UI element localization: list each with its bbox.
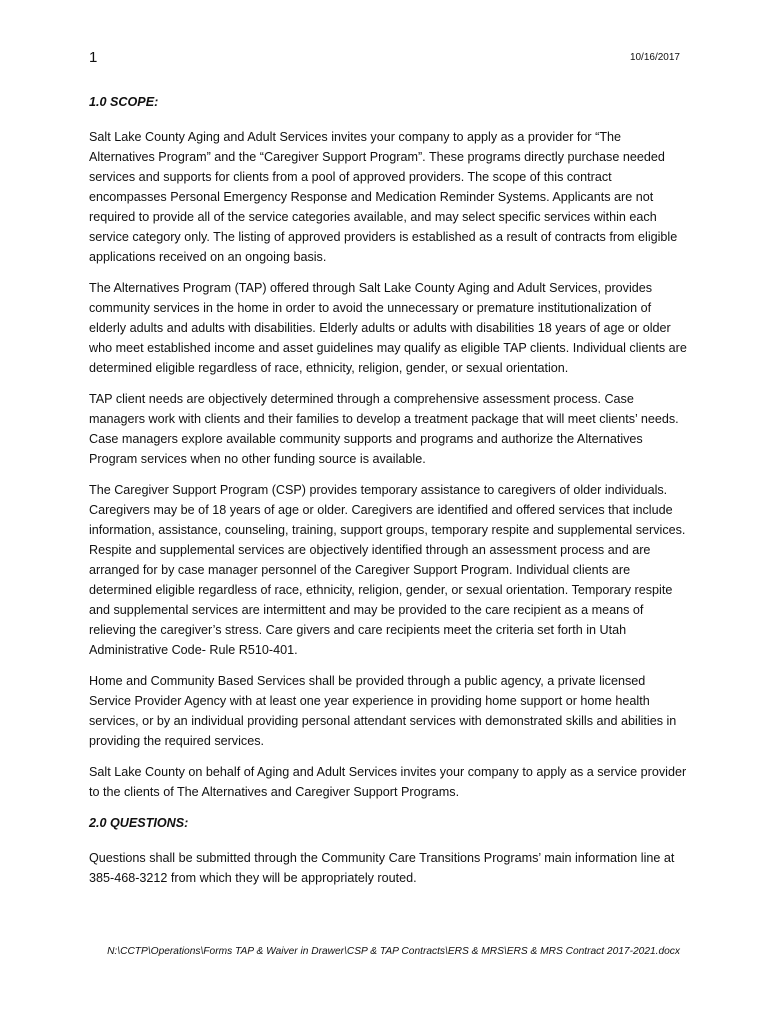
scope-paragraph-4: The Caregiver Support Program (CSP) provides temporary assistance to caregivers of older individuals. Caregivers may be of 18 years of age or older. Caregivers are identified and offered services that include information, assistance, counseling, training, support groups, temporary respite and supplemental services. Respite and supplemental services are objectively identified through an assessment process and are arranged for by case manager personnel of the Caregiver Support Program. Individual clients are determined eligible regardless of race, ethnicity, religion, gender, or sexual orientation. Temporary respite and supplemental services are intermittent and may be provided to the care recipient as a means of relieving the caregiver’s stress. Care givers and care recipients meet the criteria set forth in Utah Administrative Code- Rule R510-401. <box>89 483 686 657</box>
section-questions <box>89 813 689 888</box>
scope-paragraph-2: The Alternatives Program (TAP) offered through Salt Lake County Aging and Adult Services, provides community services in the home in order to avoid the unnecessary or premature institutionalization of elderly adults and adults with disabilities. Elderly adults or adults with disabilities 18 years of age or older who meet established income and asset guidelines may qualify as eligible TAP clients. Individual clients are determined eligible regardless of race, ethnicity, religion, gender, or sexual orientation. <box>89 281 687 375</box>
scope-paragraph-5: Home and Community Based Services shall be provided through a public agency, a private licensed Service Provider Agency with at least one year experience in providing home support or home health services, or by an individual providing personal attendant services with demonstrated skills and abilities in providing the required services. <box>89 674 677 748</box>
page-number: 1 <box>89 49 98 66</box>
scope-paragraph-6: Salt Lake County on behalf of Aging and Adult Services invites your company to apply as a service provider to the clients of The Alternatives and Caregiver Support Programs. <box>89 765 687 799</box>
document-body <box>89 92 689 899</box>
section-scope <box>89 92 689 802</box>
section-heading-questions: 2.0 QUESTIONS: <box>89 816 189 830</box>
footer-file-path: N:\CCTP\Operations\Forms TAP & Waiver in Drawer\CSP & TAP Contracts\ERS & MRS\ERS & MRS Contract 2017-2021.docx <box>107 946 680 957</box>
scope-paragraph-3: TAP client needs are objectively determined through a comprehensive assessment process. Case managers work with clients and their families to develop a treatment package that will meet clients’ needs. Case managers explore available community supports and programs and authorize the Alternatives Program services when no other funding source is available. <box>89 392 679 466</box>
scope-paragraph-1: Salt Lake County Aging and Adult Services invites your company to apply as a provider for “The Alternatives Program” and the “Caregiver Support Program”. These programs directly purchase needed services and supports for clients from a pool of approved providers. The scope of this contract encompasses Personal Emergency Response and Medication Reminder Systems. Applicants are not required to provide all of the service categories available, and may select specific services within each service category only. The listing of approved providers is established as a result of contracts from eligible applications received on an ongoing basis. <box>89 130 678 264</box>
questions-paragraph-1: Questions shall be submitted through the Community Care Transitions Programs’ main information line at 385-468-3212 from which they will be appropriately routed. <box>89 851 675 885</box>
page-date: 10/16/2017 <box>629 52 680 63</box>
section-heading-scope: 1.0 SCOPE: <box>89 95 159 109</box>
